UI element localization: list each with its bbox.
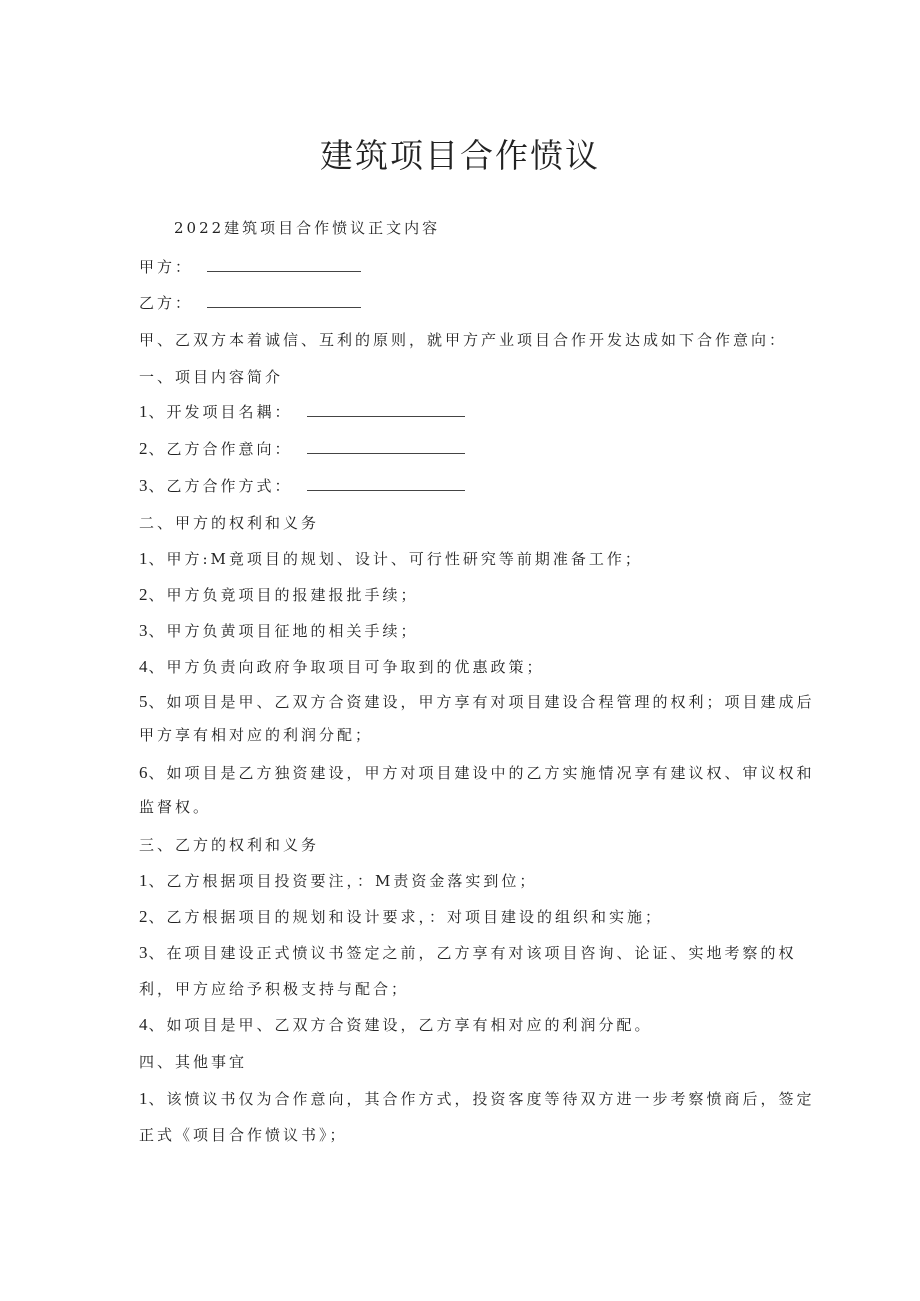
item-number: 1 [139,871,148,890]
item-number: 1 [139,1089,148,1108]
party-b-label: 乙方： [139,294,194,312]
item-number: 3 [139,621,148,640]
item-number: 2 [139,585,148,604]
item-text: 、该愤议书仅为合作意向，其合作方式，投资客度等待双方进一步考察愤商后，签定 [148,1090,815,1108]
section1-heading: 一、项目内容简介 [139,368,284,386]
item-number: 3 [139,943,148,962]
party-b-blank [207,293,361,308]
section4-item-1 [139,1088,815,1110]
item-number: 3 [139,476,148,495]
section2-item-4 [139,656,545,678]
section2-item-3 [139,620,419,642]
intro-paragraph: 甲、乙双方本着诚信、互利的原则，就甲方产业项目合作开发达成如下合作意向： [139,331,788,349]
party-a-label: 甲方： [139,258,194,276]
section2-item-6 [139,762,815,784]
item-text: 、如项目是甲、乙双方合资建设，甲方享有对项目建设合程管理的权利；项目建成后 [148,693,815,711]
section3-item-3 [139,942,797,964]
section4-heading: 四、其他事宜 [139,1053,248,1071]
section2-item-6-continued: 监督权。 [139,798,212,816]
item-number: 2 [139,907,148,926]
section3-heading: 三、乙方的权利和义务 [139,836,320,854]
party-a-line [139,256,361,278]
item-number: 2 [139,439,148,458]
section1-item-3 [139,475,465,497]
section1-item-2 [139,438,465,460]
item-text: 、开发项目名耦： [148,403,293,421]
document-subtitle [174,217,440,239]
item-text: 、乙方合作方式： [148,477,293,495]
section1-item-1 [139,401,465,423]
section3-item-3-continued: 利，甲方应给予积极支持与配合； [139,980,410,998]
party-b-line [139,292,361,314]
intention-blank [307,439,465,454]
item-number: 4 [139,1015,148,1034]
section2-item-1 [139,548,643,570]
method-blank [307,476,465,491]
section3-item-1 [139,870,537,892]
subtitle-text: 2022建筑项目合作愤议正文内容 [174,219,441,237]
document-title: 建筑项目合作愤议 [320,136,600,175]
item-number: 1 [139,549,148,568]
section2-item-5-continued: 甲方享有相对应的利润分配； [139,726,374,744]
section3-item-2 [139,906,663,928]
item-number: 1 [139,402,148,421]
item-text: 、甲方负责向政府争取项目可争取到的优惠政策； [148,658,545,676]
item-number: 4 [139,657,148,676]
item-text: 、乙方合作意向： [148,440,293,458]
section2-heading: 二、甲方的权利和义务 [139,514,320,532]
item-text: 、甲方负黄项目征地的相关手续； [148,622,419,640]
section3-item-4 [139,1014,653,1036]
item-text: 、在项目建设正式愤议书签定之前，乙方享有对该项目咨询、论证、实地考察的权 [148,944,797,962]
item-text: 、乙方根据项目投资要注，：M责资金落实到位； [148,872,538,890]
section2-item-5 [139,691,815,713]
item-number: 5 [139,692,148,711]
project-name-blank [307,402,465,417]
item-text: 、如项目是乙方独资建设，甲方对项目建设中的乙方实施情况享有建议权、审议权和 [148,764,815,782]
section2-item-2 [139,584,419,606]
item-text: 、乙方根据项目的规划和设计要求，：对项目建设的组织和实施； [148,908,664,926]
item-text: 、甲方负竟项目的报建报批手续； [148,586,419,604]
party-a-blank [207,257,361,272]
item-text: 、如项目是甲、乙双方合资建设，乙方享有相对应的利润分配。 [148,1016,653,1034]
section4-item-1-continued: 正式《项目合作愤议书》； [139,1126,348,1144]
item-text: 、甲方:M竟项目的规划、设计、可行性研究等前期准备工作； [148,550,643,568]
item-number: 6 [139,763,148,782]
